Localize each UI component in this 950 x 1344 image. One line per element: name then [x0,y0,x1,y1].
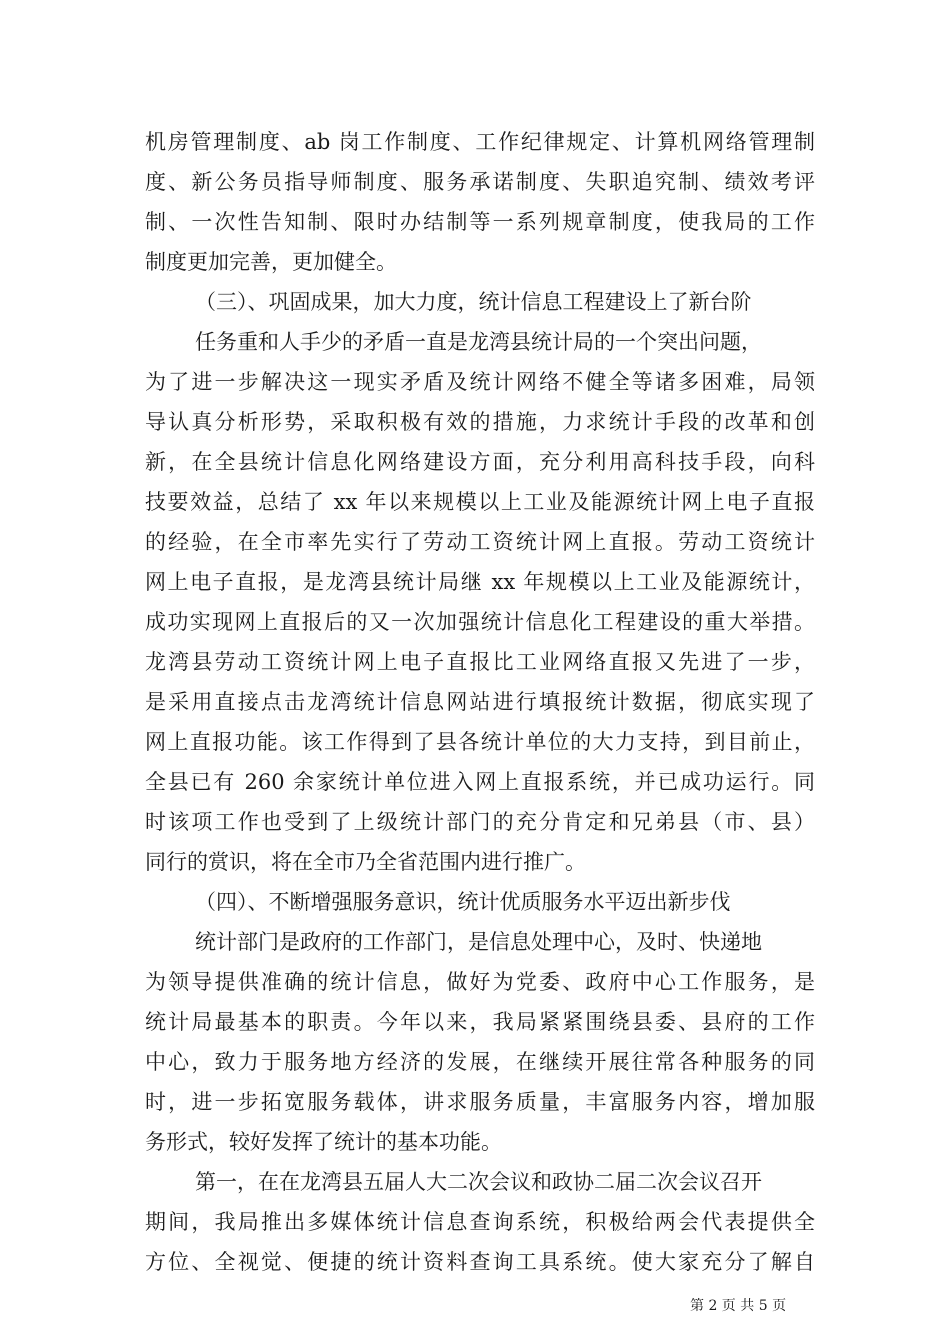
body-text-line: 第一，在在龙湾县五届人大二次会议和政协二届二次会议召开 [195,1170,762,1194]
body-text-line: 期间，我局推出多媒体统计信息查询系统，积极给两会代表提供全 [145,1210,815,1234]
body-text-line: 同行的赏识，将在全市乃全省范围内进行推广。 [145,850,586,874]
body-text-line: 技要效益，总结了 xx 年以来规模以上工业及能源统计网上电子直报 [145,490,815,514]
body-text-line: 导认真分析形势，采取积极有效的措施，力求统计手段的改革和创 [145,410,815,434]
body-text-line: 成功实现网上直报后的又一次加强统计信息化工程建设的重大举措。 [145,610,815,634]
body-text-line: 全县已有 260 余家统计单位进入网上直报系统，并已成功运行。同 [145,770,815,794]
section-heading: （三）、巩固成果，加大力度，统计信息工程建设上了新台阶 [195,290,752,314]
body-text-line: 时该项工作也受到了上级统计部门的充分肯定和兄弟县（市、县） [145,810,815,834]
body-text-line: 的经验，在全市率先实行了劳动工资统计网上直报。劳动工资统计 [145,530,815,554]
body-text-line: 制度更加完善，更加健全。 [145,250,397,274]
body-text-line: 为了进一步解决这一现实矛盾及统计网络不健全等诸多困难，局领 [145,370,815,394]
body-text-line: 任务重和人手少的矛盾一直是龙湾县统计局的一个突出问题， [195,330,762,354]
body-text-line: 方位、全视觉、便捷的统计资料查询工具系统。使大家充分了解自 [145,1250,815,1274]
body-text-line: 龙湾县劳动工资统计网上电子直报比工业网络直报又先进了一步， [145,650,815,674]
section-heading: （四）、不断增强服务意识，统计优质服务水平迈出新步伐 [195,890,731,914]
body-text-line: 机房管理制度、ab 岗工作制度、工作纪律规定、计算机网络管理制 [145,130,815,154]
body-text-line: 统计局最基本的职责。今年以来，我局紧紧围绕县委、县府的工作 [145,1010,815,1034]
body-text-line: 是采用直接点击龙湾统计信息网站进行填报统计数据，彻底实现了 [145,690,815,714]
page-number-footer: 第 2 页 共 5 页 [690,1298,787,1314]
body-text-line: 网上直报功能。该工作得到了县各统计单位的大力支持，到目前止， [145,730,815,754]
body-text-line: 务形式，较好发挥了统计的基本功能。 [145,1130,502,1154]
body-text-line: 新，在全县统计信息化网络建设方面，充分利用高科技手段，向科 [145,450,815,474]
body-text-line: 中心，致力于服务地方经济的发展，在继续开展往常各种服务的同 [145,1050,815,1074]
body-text-line: 网上电子直报，是龙湾县统计局继 xx 年规模以上工业及能源统计， [145,570,815,594]
body-text-line: 统计部门是政府的工作部门，是信息处理中心，及时、快递地 [195,930,762,954]
body-text-line: 度、新公务员指导师制度、服务承诺制度、失职追究制、绩效考评 [145,170,815,194]
body-text-line: 为领导提供准确的统计信息，做好为党委、政府中心工作服务，是 [145,970,815,994]
body-text-line: 制、一次性告知制、限时办结制等一系列规章制度，使我局的工作 [145,210,815,234]
body-text-line: 时，进一步拓宽服务载体，讲求服务质量，丰富服务内容，增加服 [145,1090,815,1114]
